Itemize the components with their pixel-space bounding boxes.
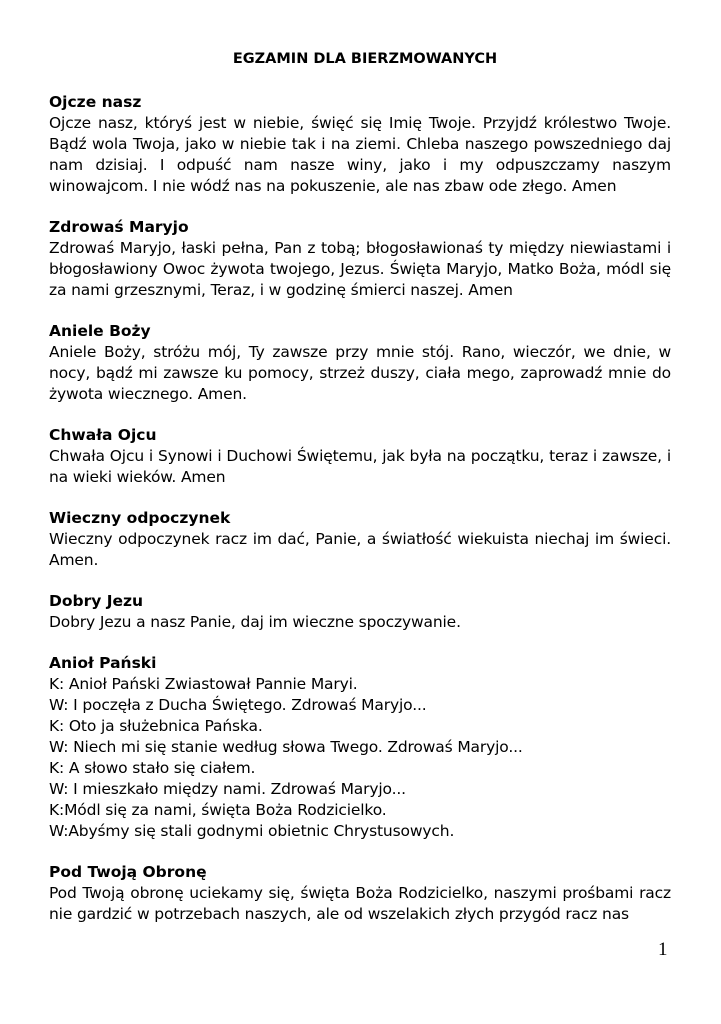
section-heading: Dobry Jezu bbox=[49, 592, 144, 610]
section-dobry-jezu bbox=[49, 590, 671, 633]
section-text: Ojcze nasz, któryś jest w niebie, święć się Imię Twoje. Przyjdź królestwo Twoje. Bądź wola Twoja, jako w niebie tak i na ziemi. Chleba naszego powszedniego daj nam dzisiaj. I odpuść nam nasze winy, jako i my odpuszczamy naszym winowajcom. I nie wódź nas na pokuszenie, ale nas zbaw ode złego. Amen bbox=[49, 114, 671, 195]
dialogue-line: K: A słowo stało się ciałem. bbox=[49, 759, 256, 777]
dialogue-lines bbox=[49, 674, 671, 842]
dialogue-line: K: Anioł Pański Zwiastował Pannie Maryi. bbox=[49, 675, 358, 693]
page-number: 1 bbox=[658, 939, 668, 960]
section-heading: Chwała Ojcu bbox=[49, 426, 157, 444]
dialogue-line: W: I poczęła z Ducha Świętego. Zdrowaś Maryjo... bbox=[49, 696, 427, 714]
section-pod-twoja-obrone bbox=[49, 861, 671, 925]
section-zdrowas-maryjo bbox=[49, 216, 671, 301]
section-text: Wieczny odpoczynek racz im dać, Panie, a światłość wiekuista niechaj im świeci. Amen. bbox=[49, 530, 671, 569]
section-text: Pod Twoją obronę uciekamy się, święta Boża Rodzicielko, naszymi prośbami racz nie gardzić w potrzebach naszych, ale od wszelakich złych przygód racz nas bbox=[49, 884, 671, 923]
section-heading: Anioł Pański bbox=[49, 654, 157, 672]
section-text: Chwała Ojcu i Synowi i Duchowi Świętemu, jak była na początku, teraz i zawsze, i na wieki wieków. Amen bbox=[49, 447, 671, 486]
dialogue-line: W: I mieszkało między nami. Zdrowaś Maryjo... bbox=[49, 780, 406, 798]
document-title: EGZAMIN DLA BIERZMOWANYCH bbox=[232, 51, 498, 67]
section-ojcze-nasz bbox=[49, 91, 671, 197]
section-text: Zdrowaś Maryjo, łaski pełna, Pan z tobą; błogosławionaś ty między niewiastami i błogosławiony Owoc żywota twojego, Jezus. Święta Maryjo, Matko Boża, módl się za nami grzesznymi, Teraz, i w godzinę śmierci naszej. Amen bbox=[49, 239, 671, 299]
section-chwala-ojcu bbox=[49, 424, 671, 488]
section-text: Dobry Jezu a nasz Panie, daj im wieczne spoczywanie. bbox=[49, 613, 461, 631]
section-wieczny-odpoczynek bbox=[49, 507, 671, 571]
section-heading: Zdrowaś Maryjo bbox=[49, 218, 189, 236]
section-heading: Ojcze nasz bbox=[49, 93, 142, 111]
dialogue-line: K:Módl się za nami, święta Boża Rodzicielko. bbox=[49, 801, 387, 819]
section-heading: Aniele Boży bbox=[49, 322, 151, 340]
section-aniele-bozy bbox=[49, 320, 671, 405]
document-page bbox=[49, 48, 671, 944]
section-heading: Wieczny odpoczynek bbox=[49, 509, 231, 527]
dialogue-line: K: Oto ja służebnica Pańska. bbox=[49, 717, 263, 735]
section-heading: Pod Twoją Obronę bbox=[49, 863, 207, 881]
section-text: Aniele Boży, stróżu mój, Ty zawsze przy mnie stój. Rano, wieczór, we dnie, w nocy, bądź mi zawsze ku pomocy, strzeż duszy, ciała mego, zaprowadź mnie do żywota wiecznego. Amen. bbox=[49, 343, 671, 403]
dialogue-line: W: Niech mi się stanie według słowa Twego. Zdrowaś Maryjo... bbox=[49, 738, 523, 756]
dialogue-line: W:Abyśmy się stali godnymi obietnic Chrystusowych. bbox=[49, 822, 455, 840]
section-aniol-panski bbox=[49, 652, 671, 842]
